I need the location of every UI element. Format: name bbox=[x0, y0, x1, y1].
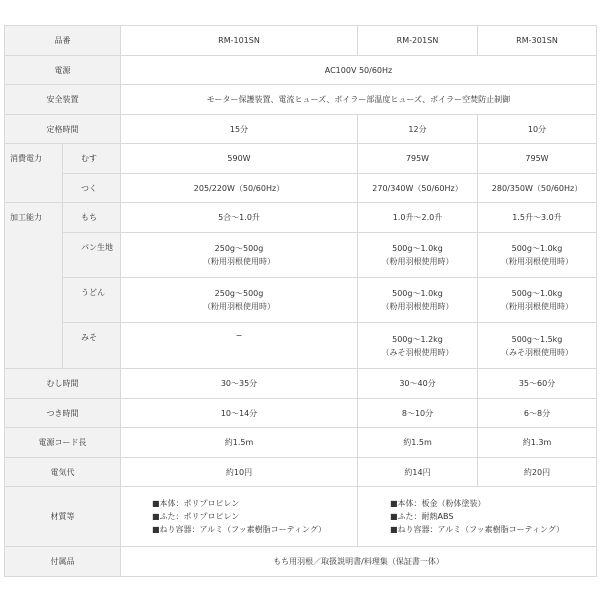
udon-3 bbox=[478, 278, 597, 323]
cord-1: 約1.5m bbox=[121, 428, 358, 458]
knead-2: 270/340W（50/60Hz） bbox=[358, 174, 478, 203]
materials-model1 bbox=[121, 487, 358, 547]
miso-3-note: （みそ羽根使用時） bbox=[501, 347, 573, 357]
row-cord bbox=[5, 428, 597, 458]
timer-3: 10分 bbox=[478, 115, 597, 144]
knead-1: 205/220W（50/60Hz） bbox=[121, 174, 358, 203]
materials-model23-lid: ■ふた：耐熱ABS bbox=[389, 512, 454, 521]
row-capacity-bread bbox=[5, 233, 597, 278]
row-capacity-miso bbox=[5, 323, 597, 369]
cord-3: 約1.3m bbox=[478, 428, 597, 458]
bottom-crop bbox=[0, 590, 600, 600]
timer-2: 12分 bbox=[358, 115, 478, 144]
timer-label: 定格時間 bbox=[5, 115, 121, 144]
udon-label: うどん bbox=[63, 278, 121, 323]
bread-1-amount: 250g〜500g bbox=[214, 244, 264, 253]
model-label: 品番 bbox=[5, 26, 121, 56]
miso-3-amount: 500g〜1.5kg bbox=[511, 334, 563, 344]
spec-table bbox=[4, 25, 597, 577]
row-consumption-steam bbox=[5, 144, 597, 174]
safety-label: 安全装置 bbox=[5, 85, 121, 115]
accessories-label: 付属品 bbox=[5, 547, 121, 577]
mochi-3: 1.5升〜3.0升 bbox=[478, 203, 597, 233]
bread-label: パン生地 bbox=[63, 233, 121, 278]
electricity-cost-1: 約10円 bbox=[121, 458, 358, 487]
knead-time-label: つき時間 bbox=[5, 399, 121, 428]
steam-3: 795W bbox=[478, 144, 597, 174]
mochi-1: 5合〜1.0升 bbox=[121, 203, 358, 233]
bread-3-note: （粉用羽根使用時） bbox=[501, 257, 573, 266]
materials-model23-list bbox=[390, 497, 564, 536]
row-knead-time bbox=[5, 399, 597, 428]
udon-3-amount: 500g〜1.0kg bbox=[511, 289, 563, 298]
steam-time-label: むし時間 bbox=[5, 369, 121, 399]
miso-3 bbox=[478, 323, 597, 369]
materials-model1-list bbox=[152, 497, 326, 536]
materials-model1-body: ■本体：ポリプロピレン bbox=[151, 499, 240, 508]
cord-2: 約1.5m bbox=[358, 428, 478, 458]
udon-1 bbox=[121, 278, 358, 323]
miso-label: みそ bbox=[63, 323, 121, 369]
materials-model23-container: ■ねり容器：アルミ（フッ素樹脂コーティング） bbox=[389, 525, 565, 534]
power-label: 電源 bbox=[5, 56, 121, 85]
knead-time-1: 10〜14分 bbox=[121, 399, 358, 428]
miso-1-amount: − bbox=[235, 331, 243, 340]
row-safety bbox=[5, 85, 597, 115]
row-materials bbox=[5, 487, 597, 547]
row-capacity-udon bbox=[5, 278, 597, 323]
steam-time-1: 30〜35分 bbox=[121, 369, 358, 399]
electricity-cost-label: 電気代 bbox=[5, 458, 121, 487]
electricity-cost-3: 約20円 bbox=[478, 458, 597, 487]
consumption-label: 消費電力 bbox=[5, 144, 63, 203]
timer-1: 15分 bbox=[121, 115, 358, 144]
miso-2-amount: 500g〜1.2kg bbox=[392, 334, 443, 344]
row-accessories bbox=[5, 547, 597, 577]
materials-model23-body: ■本体：板金（粉体塗装） bbox=[389, 499, 486, 508]
materials-label: 材質等 bbox=[5, 487, 121, 547]
knead-time-2: 8〜10分 bbox=[358, 399, 478, 428]
miso-2-note: （みそ羽根使用時） bbox=[381, 347, 454, 357]
row-capacity-mochi bbox=[5, 203, 597, 233]
model-2: RM-201SN bbox=[358, 26, 478, 56]
miso-1 bbox=[121, 323, 358, 369]
steam-2: 795W bbox=[358, 144, 478, 174]
udon-1-note: （粉用羽根使用時） bbox=[203, 302, 275, 311]
accessories-value: もち用羽根／取扱説明書/料理集（保証書一体） bbox=[121, 547, 597, 577]
knead-3: 280/350W（50/60Hz） bbox=[478, 174, 597, 203]
mochi-label: もち bbox=[63, 203, 121, 233]
row-timer bbox=[5, 115, 597, 144]
row-electricity-cost bbox=[5, 458, 597, 487]
knead-label: つく bbox=[63, 174, 121, 203]
model-3: RM-301SN bbox=[478, 26, 597, 56]
row-power bbox=[5, 56, 597, 85]
udon-2-note: （粉用羽根使用時） bbox=[381, 302, 454, 311]
udon-2-amount: 500g〜1.0kg bbox=[392, 289, 443, 298]
capacity-label: 加工能力 bbox=[5, 203, 63, 369]
knead-time-3: 6〜8分 bbox=[478, 399, 597, 428]
row-consumption-knead bbox=[5, 174, 597, 203]
bread-3 bbox=[478, 233, 597, 278]
miso-2 bbox=[358, 323, 478, 369]
steam-time-2: 30〜40分 bbox=[358, 369, 478, 399]
electricity-cost-2: 約14円 bbox=[358, 458, 478, 487]
bread-2-amount: 500g〜1.0kg bbox=[392, 244, 443, 253]
row-steam-time bbox=[5, 369, 597, 399]
materials-model1-lid: ■ふた：ポリプロピレン bbox=[151, 512, 240, 521]
safety-value: モーター保護装置、電流ヒューズ、ボイラー部温度ヒューズ、ボイラー空焚防止制御 bbox=[121, 85, 597, 115]
steam-time-3: 35〜60分 bbox=[478, 369, 597, 399]
bread-3-amount: 500g〜1.0kg bbox=[511, 244, 563, 253]
row-model bbox=[5, 26, 597, 56]
bread-2-note: （粉用羽根使用時） bbox=[381, 257, 454, 266]
materials-model23 bbox=[358, 487, 597, 547]
mochi-2: 1.0升〜2.0升 bbox=[358, 203, 478, 233]
materials-model1-container: ■ねり容器：アルミ（フッ素樹脂コーティング） bbox=[151, 525, 327, 534]
steam-label: むす bbox=[63, 144, 121, 174]
udon-3-note: （粉用羽根使用時） bbox=[501, 302, 573, 311]
bread-2 bbox=[358, 233, 478, 278]
power-value: AC100V 50/60Hz bbox=[121, 56, 597, 85]
cord-label: 電源コード長 bbox=[5, 428, 121, 458]
bread-1 bbox=[121, 233, 358, 278]
udon-1-amount: 250g〜500g bbox=[214, 289, 264, 298]
steam-1: 590W bbox=[121, 144, 358, 174]
udon-2 bbox=[358, 278, 478, 323]
model-1: RM-101SN bbox=[121, 26, 358, 56]
bread-1-note: （粉用羽根使用時） bbox=[203, 257, 275, 266]
